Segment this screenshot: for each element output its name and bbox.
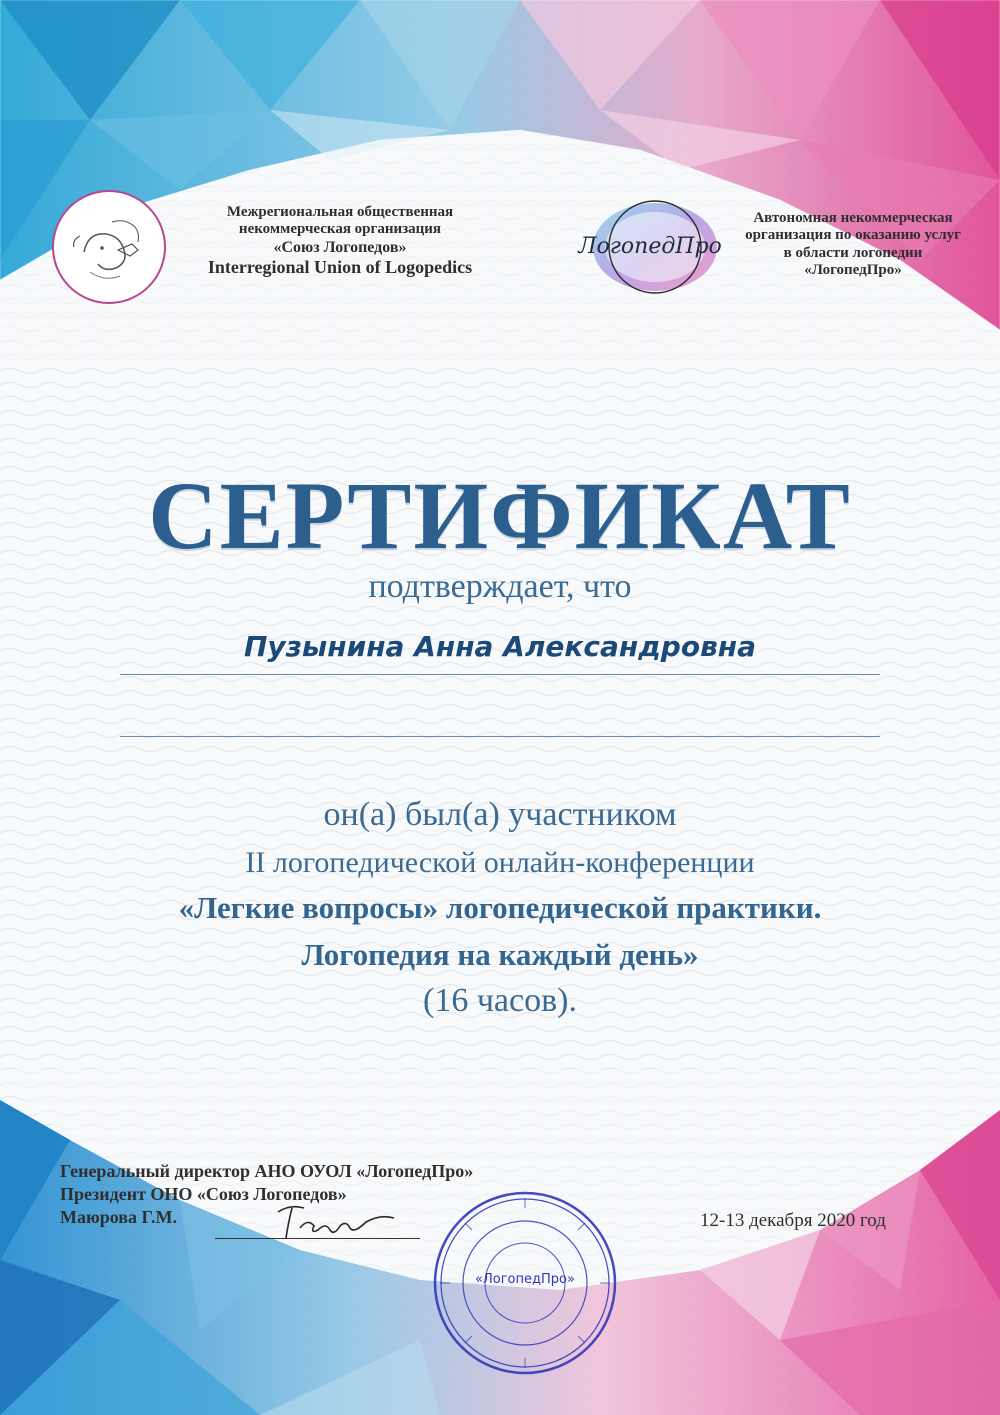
blank-line [120, 736, 880, 737]
conference-title-line1: «Легкие вопросы» логопедической практики. [178, 890, 822, 925]
left-organization-block [170, 204, 510, 278]
left-org-line2: некоммерческая организация [238, 221, 442, 238]
left-org-line4: Interregional Union of Logopedics [207, 256, 473, 277]
right-org-line2: организация по оказанию услуг [745, 227, 961, 244]
certificate-subtitle: подтверждает, что [368, 568, 632, 605]
face-outline-icon [54, 192, 164, 302]
left-org-line1: Межрегиональная общественная [226, 204, 454, 220]
certificate-date: 12-13 декабря 2020 год [700, 1210, 886, 1231]
participation-line: он(а) был(а) участником [323, 796, 677, 833]
left-org-line3: «Союз Логопедов» [273, 238, 407, 256]
union-of-logopedics-logo [52, 190, 166, 304]
handwritten-signature [270, 1198, 400, 1246]
recipient-name: Пузынина Анна Александровна [243, 630, 757, 663]
conference-title-line2: Логопедия на каждый день» [301, 937, 699, 972]
right-org-line3: в области логопедии [783, 244, 923, 261]
right-org-line1: Автономная некоммерческая [753, 210, 953, 226]
hours-line: (16 часов). [423, 982, 577, 1019]
stamp-center-text: «ЛогопедПро» [475, 1272, 575, 1287]
signatory-line2: Президент ОНО «Союз Логопедов» [60, 1184, 347, 1205]
conference-line: II логопедической онлайн-конференции [245, 846, 755, 879]
signatory-line3: Маюрова Г.М. [60, 1207, 177, 1228]
right-organization-block [728, 210, 978, 279]
right-org-line4: «ЛогопедПро» [804, 261, 902, 278]
signatory-line1: Генеральный директор АНО ОУОЛ «ЛогопедПро» [60, 1161, 474, 1181]
logopedpro-logo [555, 192, 745, 302]
recipient-underline [120, 674, 880, 675]
logopedpro-logo-text: ЛогопедПро [578, 234, 722, 259]
certificate-title: СЕРТИФИКАТ [148, 462, 852, 569]
